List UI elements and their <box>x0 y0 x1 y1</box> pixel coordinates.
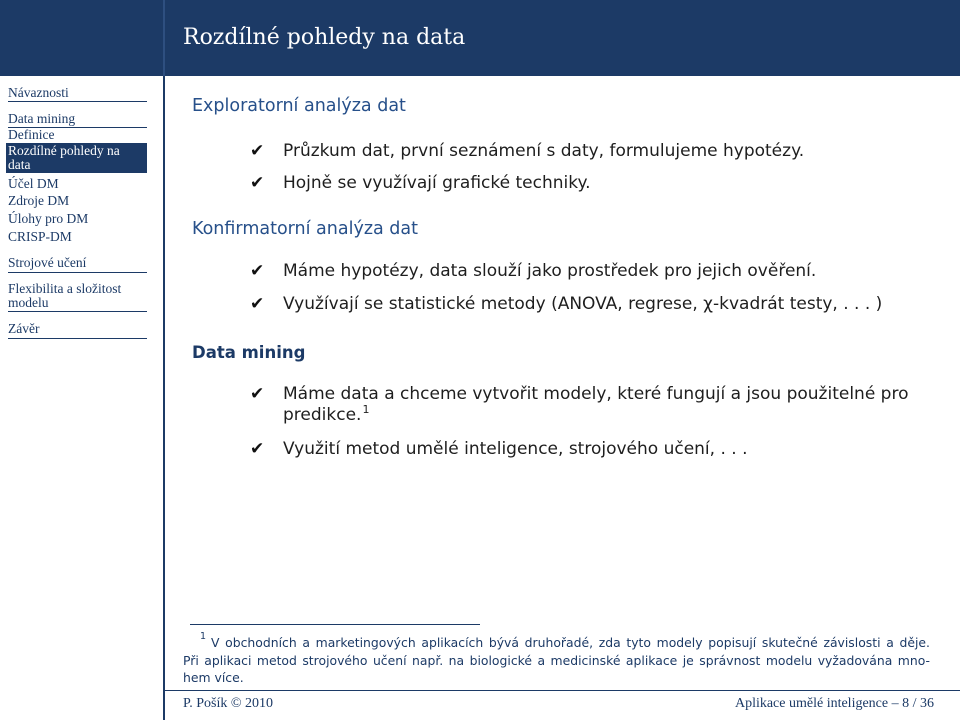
sidebar-item-label: Účel DM <box>8 176 59 191</box>
footer-course-page <box>735 696 934 712</box>
sidebar-section-rule <box>8 338 147 339</box>
sidebar-section-label: Flexibilita a složitost modelu <box>8 281 122 310</box>
check-icon <box>250 141 270 162</box>
footnote-line: hem více. <box>183 670 244 685</box>
sidebar-item-label: Zdroje DM <box>8 193 70 208</box>
check-icon <box>250 439 270 460</box>
header-divider <box>163 0 165 76</box>
sidebar-section-flexibilita[interactable] <box>8 282 147 310</box>
sidebar-section-rule <box>8 101 147 102</box>
bullet-text-container <box>283 384 933 426</box>
bullet-item <box>250 261 933 282</box>
bullet-text: Máme hypotézy, data slouží jako prostředek pro jejich ověření. <box>283 261 817 281</box>
check-icon <box>250 384 270 405</box>
footer-author: P. Pošík © 2010 <box>183 696 273 711</box>
block-heading: Data mining <box>192 343 306 362</box>
sidebar-item-rozdilne-pohledy-na-data[interactable] <box>6 143 147 173</box>
sidebar-item-ucel-dm[interactable] <box>8 177 147 191</box>
sidebar-section-rule <box>8 311 147 312</box>
sidebar-section-label: Data mining <box>8 111 76 126</box>
footnote-line: Při aplikaci metod strojového učení např. na biologické a medicinské aplikace je správnost modelu vyžadována mno- <box>183 653 930 668</box>
sidebar-item-zdroje-dm[interactable] <box>8 194 147 208</box>
bullet-text: Máme data a chceme vytvořit modely, které fungují a jsou použitelné pro predikce. <box>283 384 909 425</box>
sidebar-section-rule <box>8 272 147 273</box>
sidebar-item-label: Rozdílné pohledy na data <box>8 143 120 172</box>
bullet-item <box>250 294 933 315</box>
bullet-item <box>250 141 933 162</box>
sidebar-item-label: Definice <box>8 127 55 142</box>
slide-title: Rozdílné pohledy na data <box>183 25 466 50</box>
sidebar-section-strojove-uceni[interactable] <box>8 256 147 270</box>
sidebar-section-data-mining[interactable] <box>8 112 147 126</box>
footnote-line: V obchodních a marketingových aplikacích bývá druhořadé, zda tyto modely popisují skutečné závislosti a děje. <box>211 635 930 650</box>
bullet-item <box>250 439 933 460</box>
sidebar-section-zaver[interactable] <box>8 322 147 336</box>
page-number: 8 <box>902 696 910 711</box>
check-icon <box>250 261 270 282</box>
page-separator: / <box>912 696 917 711</box>
sidebar-nav <box>0 0 163 690</box>
footnote-ref[interactable]: 1 <box>362 403 370 416</box>
footnote-rule <box>190 624 480 625</box>
slide-content <box>165 76 960 690</box>
sidebar-item-label: CRISP-DM <box>8 229 72 244</box>
sidebar-item-crisp-dm[interactable] <box>8 230 147 244</box>
sidebar-item-label: Úlohy pro DM <box>8 211 89 226</box>
bullet-text: Průzkum dat, první seznámení s daty, formulujeme hypotézy. <box>283 141 805 161</box>
check-icon <box>250 294 270 315</box>
sidebar-section-navaznosti[interactable] <box>8 86 147 100</box>
block-heading: Konfirmatorní analýza dat <box>192 219 418 239</box>
page-total: 36 <box>920 696 934 711</box>
block-heading: Exploratorní analýza dat <box>192 96 406 116</box>
bullet-item <box>250 173 933 194</box>
footnote-marker: 1 <box>200 631 207 642</box>
check-icon <box>250 173 270 194</box>
sidebar-item-ulohy-pro-dm[interactable] <box>8 212 147 226</box>
bullet-text: Využití metod umělé inteligence, strojového učení, . . . <box>283 439 748 459</box>
footer-course: Aplikace umělé inteligence <box>734 696 889 711</box>
footer-bar <box>165 690 960 720</box>
sidebar-section-label: Závěr <box>8 321 40 336</box>
sidebar-section-label: Strojové učení <box>8 255 87 270</box>
bullet-text: Hojně se využívají grafické techniky. <box>283 173 591 193</box>
sidebar-section-label: Návaznosti <box>8 85 69 100</box>
bullet-text: Využívají se statistické metody (ANOVA, regrese, χ-kvadrát testy, . . . ) <box>283 294 883 314</box>
sidebar-item-definice[interactable] <box>8 128 147 142</box>
bullet-item <box>250 384 933 426</box>
footer-separator: – <box>891 696 899 711</box>
